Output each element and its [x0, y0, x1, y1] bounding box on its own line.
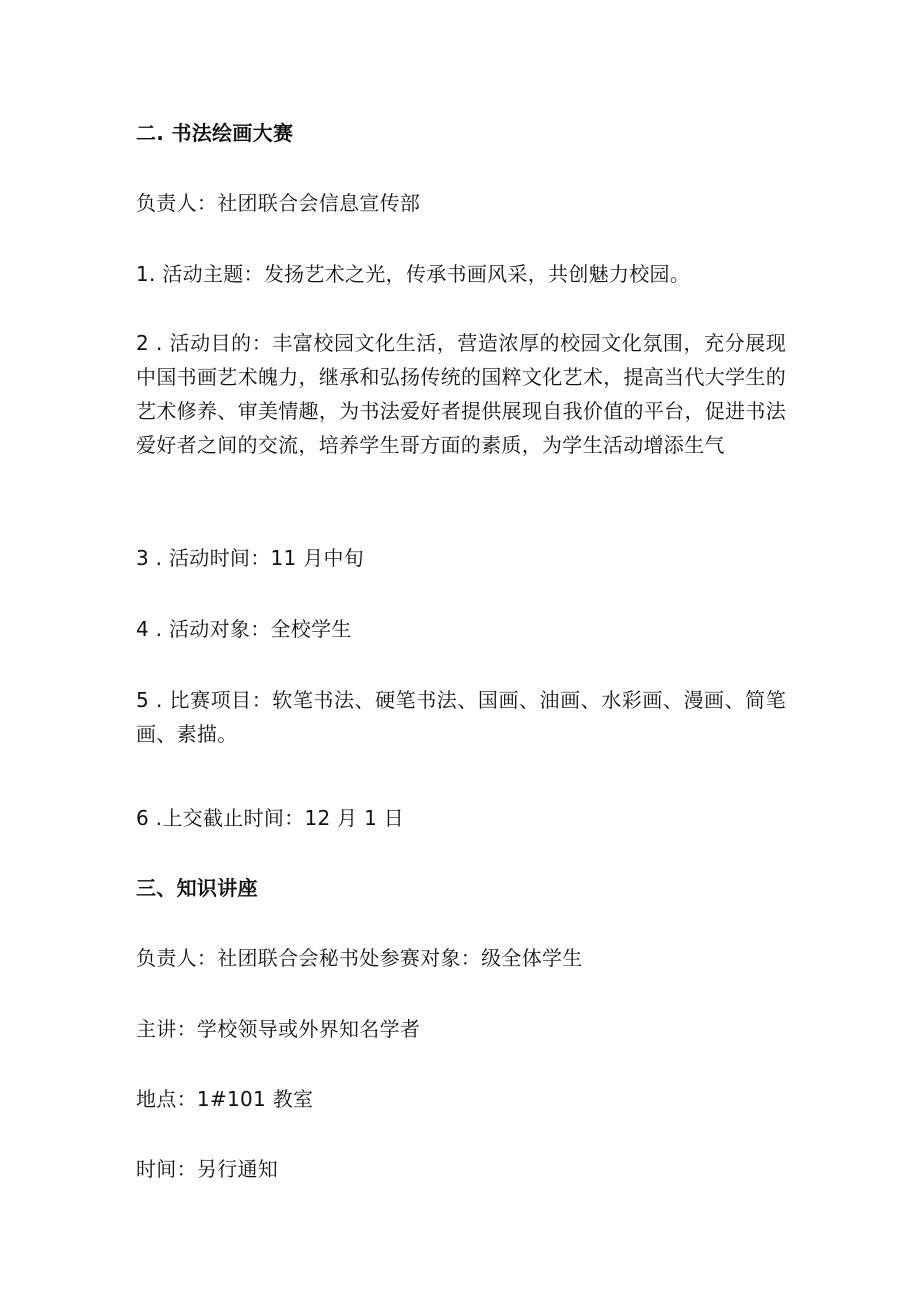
- section2-item-deadline: 6 .上交截止时间：12 月 1 日: [136, 806, 405, 830]
- section2-owner: 负责人：社团联合会信息宣传部: [136, 191, 421, 215]
- section3-location: 地点：1#101 教室: [136, 1087, 314, 1111]
- section-heading-calligraphy-contest: 二. 书法绘画大赛: [136, 121, 294, 145]
- section2-item-time: 3 . 活动时间：11 月中旬: [136, 546, 365, 570]
- section2-item-purpose: 2 . 活动目的：丰富校园文化生活，营造浓厚的校园文化氛围，充分展现中国书画艺术魄力，继承和弘扬传统的国粹文化艺术，提高当代大学生的艺术修养、审美情趣，为书法爱好者提供展现自我价值的平台，促进书法爱好者之间的交流，培养学生哥方面的素质，为学生活动增添生气: [136, 331, 786, 457]
- section3-time: 时间：另行通知: [136, 1157, 279, 1181]
- section3-owner: 负责人：社团联合会秘书处参赛对象：级全体学生: [136, 946, 583, 970]
- section2-item-theme: 1. 活动主题：发扬艺术之光，传承书画风采，共创魅力校园。: [136, 262, 691, 286]
- section2-item-categories: 5 . 比赛项目：软笔书法、硬笔书法、国画、油画、水彩画、漫画、简笔画、素描。: [136, 688, 786, 746]
- section3-speaker: 主讲：学校领导或外界知名学者: [136, 1017, 421, 1041]
- section2-item-audience: 4 . 活动对象：全校学生: [136, 617, 352, 641]
- section-heading-knowledge-lecture: 三、知识讲座: [136, 876, 258, 900]
